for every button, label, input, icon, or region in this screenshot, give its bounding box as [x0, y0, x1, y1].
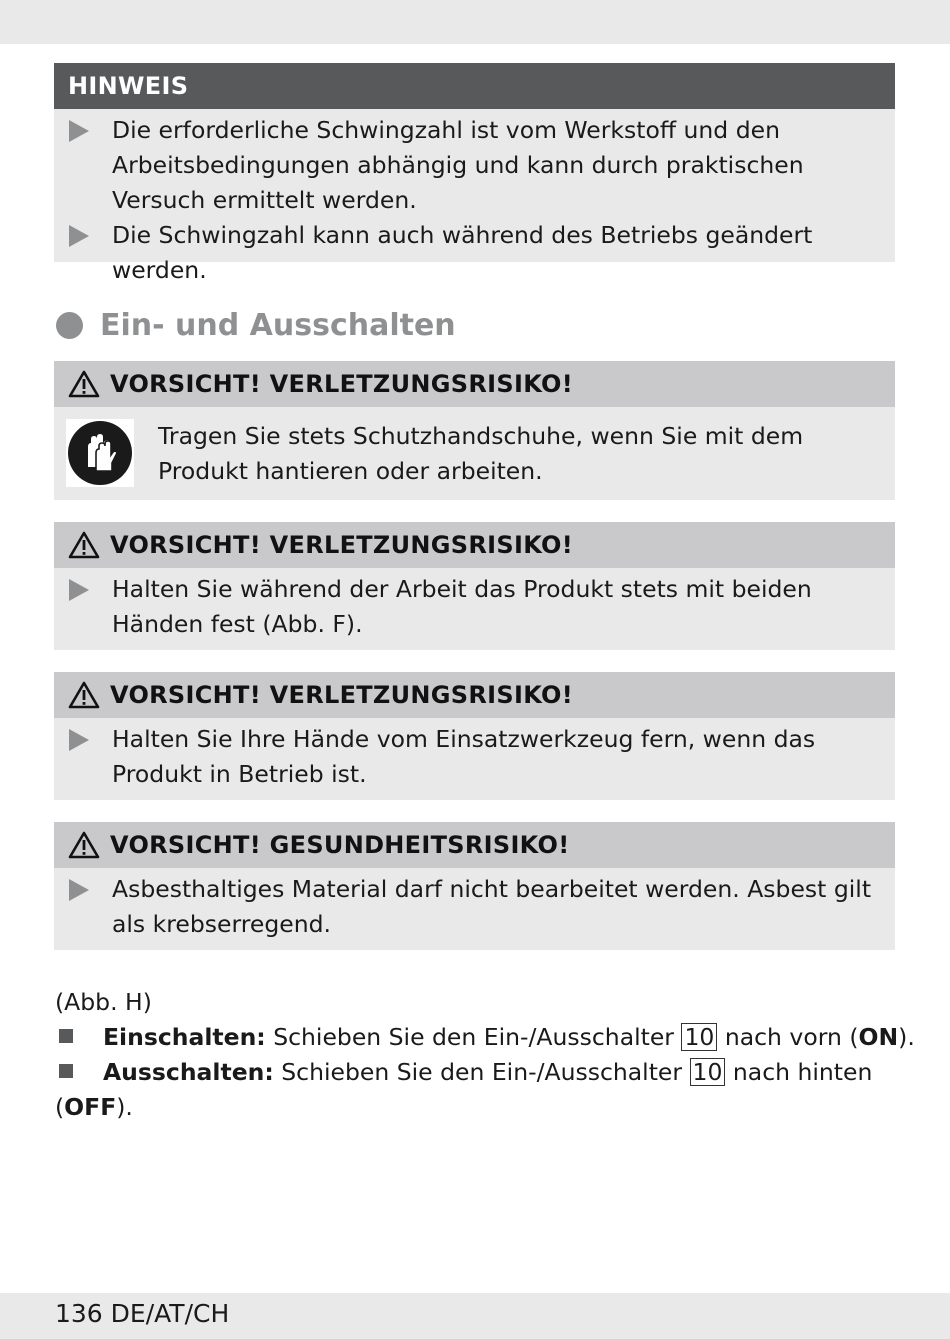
page-number: 136 DE/AT/CH [55, 1299, 230, 1328]
square-bullet-icon [59, 1064, 73, 1078]
warning-header [54, 822, 895, 868]
hinweis-title: HINWEIS [68, 72, 189, 100]
warning-title: VORSICHT! VERLETZUNGSRISIKO! [110, 370, 573, 398]
part-reference-badge: 10 [690, 1058, 726, 1086]
warning-title: VORSICHT! VERLETZUNGSRISIKO! [110, 531, 573, 559]
protective-gloves-icon [66, 419, 134, 487]
warning-title: VORSICHT! GESUNDHEITSRISIKO! [110, 831, 570, 859]
warning-item: Halten Sie Ihre Hände vom Einsatzwerkzeug fern, wenn das Produkt in Betrieb ist. [54, 722, 895, 792]
warning-box-tool [54, 672, 895, 800]
warning-text-row: Tragen Sie stets Schutzhandschuhe, wenn Sie mit dem Produkt hantieren oder arbeiten. [54, 407, 895, 501]
hinweis-item: Die Schwingzahl kann auch während des Betriebs geändert werden. [54, 218, 895, 288]
arrow-bullet-icon [69, 225, 89, 247]
arrow-bullet-icon [69, 879, 89, 901]
top-band [0, 0, 950, 44]
arrow-bullet-icon [69, 120, 89, 142]
square-bullet-icon [59, 1029, 73, 1043]
warning-title: VORSICHT! VERLETZUNGSRISIKO! [110, 681, 573, 709]
warning-item: Asbesthaltiges Material darf nicht bearbeitet werden. Asbest gilt als krebserregend. [54, 872, 895, 942]
figure-reference: (Abb. H) [55, 988, 152, 1016]
warning-triangle-icon [68, 681, 100, 709]
arrow-bullet-icon [69, 579, 89, 601]
warning-box-health [54, 822, 895, 950]
warning-triangle-icon [68, 831, 100, 859]
warning-header [54, 672, 895, 718]
warning-header [54, 522, 895, 568]
bullet-dot-icon [56, 312, 83, 339]
hinweis-item: Die erforderliche Schwingzahl ist vom Werkstoff und den Arbeitsbedingungen abhängig und kann durch praktischen Versuch ermittelt werden. [54, 113, 895, 218]
hinweis-box [54, 63, 895, 284]
warning-triangle-icon [68, 370, 100, 398]
step-switch-on: Einschalten: Schieben Sie den Ein-/Ausschalter 10 nach vorn (ON). [55, 1020, 915, 1055]
part-reference-badge: 10 [681, 1023, 717, 1051]
section-title: Ein- und Ausschalten [100, 308, 456, 343]
step-switch-off: Ausschalten: Schieben Sie den Ein-/Ausschalter 10 nach hinten (OFF). [55, 1058, 873, 1121]
section-heading [56, 308, 456, 343]
hinweis-header [54, 63, 895, 109]
warning-header [54, 361, 895, 407]
arrow-bullet-icon [69, 729, 89, 751]
warning-triangle-icon [68, 531, 100, 559]
warning-box-gloves [54, 361, 895, 500]
warning-box-hands [54, 522, 895, 650]
warning-item: Halten Sie während der Arbeit das Produkt stets mit beiden Händen fest (Abb. F). [54, 572, 895, 642]
